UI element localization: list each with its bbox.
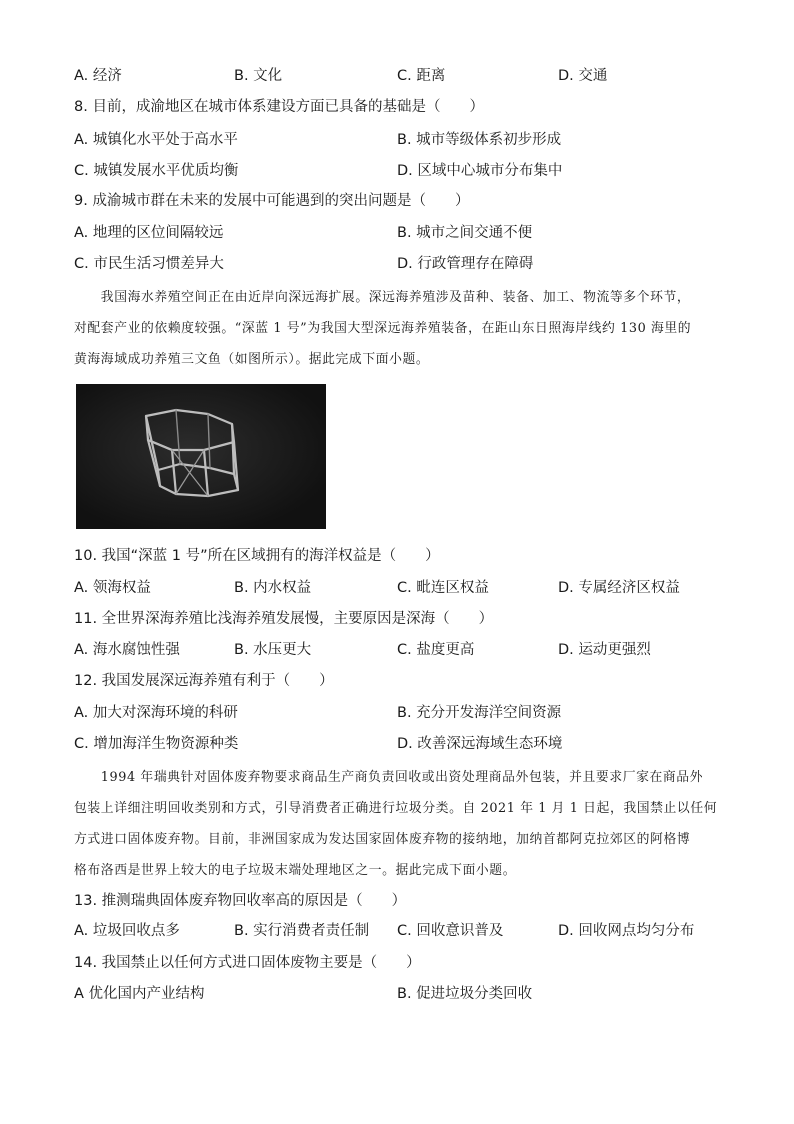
question-14: [0, 951, 794, 975]
option-c[interactable]: C. 盐度更高: [397, 642, 475, 658]
passage-deep-sea-farming: [74, 282, 724, 375]
passage-line: 我国海水养殖空间正在由近岸向深远海扩展。深远海养殖涉及苗种、装备、加工、物流等多个环节，: [74, 290, 691, 305]
question-12-options-row-2: [0, 732, 794, 756]
option-b[interactable]: B. 充分开发海洋空间资源: [397, 705, 562, 721]
option-b[interactable]: B. 水压更大: [234, 642, 312, 658]
option-a[interactable]: A. 加大对深海环境的科研: [74, 705, 238, 721]
option-d[interactable]: D. 回收网点均匀分布: [558, 923, 695, 939]
option-b[interactable]: B. 城市之间交通不便: [397, 225, 533, 241]
question-9: [0, 189, 794, 213]
option-c[interactable]: C. 距离: [397, 68, 446, 84]
option-c[interactable]: C. 城镇发展水平优质均衡: [74, 163, 239, 179]
passage-line: 包装上详细注明回收类别和方式，引导消费者正确进行垃圾分类。自 2021 年 1 月 1 日起，我国禁止以任何: [74, 801, 718, 816]
passage-solid-waste: [74, 762, 724, 886]
option-d[interactable]: D. 区域中心城市分布集中: [397, 163, 563, 179]
option-b[interactable]: B. 城市等级体系初步形成: [397, 132, 562, 148]
question-11-options: [0, 638, 794, 662]
option-a[interactable]: A. 垃圾回收点多: [74, 923, 180, 939]
passage-line: 格布洛西是世界上较大的电子垃圾末端处理地区之一。据此完成下面小题。: [74, 863, 517, 878]
question-9-stem: 9. 成渝城市群在未来的发展中可能遇到的突出问题是（ ）: [74, 193, 470, 209]
passage-line: 1994 年瑞典针对固体废弃物要求商品生产商负责回收或出资处理商品外包装，并且要求厂家在商品外: [74, 770, 704, 785]
option-a[interactable]: A. 经济: [74, 68, 122, 84]
question-8-options-row-2: [0, 159, 794, 183]
option-b[interactable]: B. 内水权益: [234, 580, 312, 596]
option-d[interactable]: D. 运动更强烈: [558, 642, 651, 658]
question-9-options-row-1: [0, 221, 794, 245]
question-13-stem: 13. 推测瑞典固体废弃物回收率高的原因是（ ）: [74, 893, 407, 909]
option-c[interactable]: C. 毗连区权益: [397, 580, 489, 596]
question-10: [0, 544, 794, 568]
passage-line: 黄海海域成功养殖三文鱼（如图所示）。据此完成下面小题。: [74, 352, 430, 367]
option-d[interactable]: D. 行政管理存在障碍: [397, 256, 534, 272]
option-c[interactable]: C. 市民生活习惯差异大: [74, 256, 224, 272]
question-7-options: [0, 64, 794, 88]
question-8: [0, 95, 794, 119]
question-10-stem: 10. 我国“深蓝 1 号”所在区域拥有的海洋权益是（ ）: [74, 548, 440, 564]
option-a[interactable]: A 优化国内产业结构: [74, 986, 205, 1002]
option-c[interactable]: C. 回收意识普及: [397, 923, 504, 939]
option-c[interactable]: C. 增加海洋生物资源种类: [74, 736, 239, 752]
option-a[interactable]: A. 地理的区位间隔较远: [74, 225, 224, 241]
shenlan-cage-photo: [76, 384, 326, 529]
question-14-stem: 14. 我国禁止以任何方式进口固体废物主要是（ ）: [74, 955, 421, 971]
question-11-stem: 11. 全世界深海养殖比浅海养殖发展慢，主要原因是深海（ ）: [74, 611, 494, 627]
option-d[interactable]: D. 改善深远海域生态环境: [397, 736, 563, 752]
question-12-stem: 12. 我国发展深远海养殖有利于（ ）: [74, 673, 334, 689]
question-8-options-row-1: [0, 128, 794, 152]
option-a[interactable]: A. 海水腐蚀性强: [74, 642, 180, 658]
question-13: [0, 889, 794, 913]
option-b[interactable]: B. 促进垃圾分类回收: [397, 986, 533, 1002]
passage-line: 对配套产业的依赖度较强。“深蓝 1 号”为我国大型深远海养殖装备，在距山东日照海岸线约 130 海里的: [74, 321, 692, 336]
question-12-options-row-1: [0, 701, 794, 725]
question-10-options: [0, 576, 794, 600]
option-d[interactable]: D. 交通: [558, 68, 608, 84]
option-b[interactable]: B. 实行消费者责任制: [234, 923, 370, 939]
option-a[interactable]: A. 城镇化水平处于高水平: [74, 132, 238, 148]
option-b[interactable]: B. 文化: [234, 68, 283, 84]
passage-line: 方式进口固体废弃物。目前，非洲国家成为发达国家固体废弃物的接纳地，加纳首都阿克拉郊区的阿格博: [74, 832, 691, 847]
question-12: [0, 669, 794, 693]
question-11: [0, 607, 794, 631]
question-9-options-row-2: [0, 252, 794, 276]
question-13-options: [0, 919, 794, 943]
option-a[interactable]: A. 领海权益: [74, 580, 151, 596]
question-8-stem: 8. 目前，成渝地区在城市体系建设方面已具备的基础是（ ）: [74, 99, 484, 115]
question-14-options: [0, 982, 794, 1006]
option-d[interactable]: D. 专属经济区权益: [558, 580, 680, 596]
